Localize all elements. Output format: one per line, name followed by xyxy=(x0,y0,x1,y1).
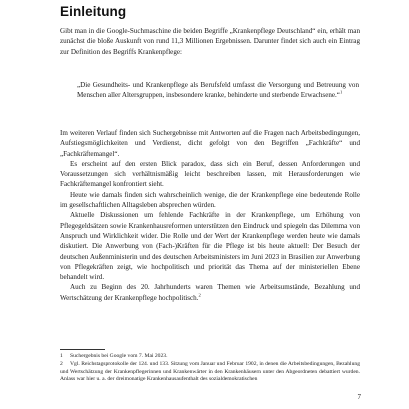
quote-text: „Die Gesundheits- und Krankenpflege als Berufsfeld umfasst die Versorgung und Betreuung von Menschen aller Altersgruppen, insbesondere kranke, behinderte und sterbende Erwachsene.“ xyxy=(77,81,359,100)
footnote-number: 1 xyxy=(60,353,63,359)
footnotes xyxy=(60,353,360,384)
footnote-divider xyxy=(60,349,105,350)
block-quote xyxy=(77,80,359,101)
footnote-text: Suchergebnis bei Google vom 7. Mai 2023. xyxy=(70,353,168,359)
body-section xyxy=(60,128,360,303)
footnote-ref-1: 1 xyxy=(339,89,343,95)
paragraph-current-discussion: Aktuelle Diskussionen um fehlende Fachkräfte in der Krankenpflege, um Erhöhung von Pflegegeldsätzen sowie Krankenhausreformen unterstützen den Eindruck und spiegeln das Dilemma von Anspruch und Wirklichkeit wider. Die Rolle und der Wert der Krankenpflege werden heute wie damals diskutiert. Die Anwerbung von (Fach-)Kräften für die Pflege ist bis heute aktuell: Der Besuch der deutschen Außenministerin und des deutschen Arbeitsministers im Juni 2023 in Brasilien zur Anwerbung von Pflegekräften zeigt, wie hochpolitisch und priorität das Thema auf der ministeriellen Ebene behandelt wird. xyxy=(60,211,360,282)
footnote-1 xyxy=(60,353,360,361)
paragraph-historical xyxy=(60,282,360,303)
footnote-2 xyxy=(60,361,360,384)
chapter-heading: Einleitung xyxy=(60,4,127,19)
paragraph-role: Heute wie damals finden sich wahrscheinlich wenige, die der Krankenpflege eine bedeutende Rolle im gesellschaftlichen Alltagsleben absprechen würden. xyxy=(60,190,360,210)
paragraph-paradox: Es erscheint auf den ersten Blick paradox, dass sich ein Beruf, dessen Anforderungen und Voraussetzungen sich verhältnismäßig leicht beschreiben lassen, mit Herausforderungen wie Fachkräftemangel konfrontiert sieht. xyxy=(60,159,360,189)
page-number: 7 xyxy=(357,393,361,401)
paragraph-intro: Gibt man in die Google-Suchmaschine die beiden Begriffe „Krankenpflege Deutschland“ ein, erhält man zunächst die bloße Auskunft von rund 11,3 Millionen Ergebnissen. Darunter findet sich auch ein Eintrag zur Definition des Begriffs Krankenpflege: xyxy=(60,27,360,56)
footnote-number: 2 xyxy=(60,360,63,367)
paragraph-historical-text: Auch zu Beginn des 20. Jahrhunderts waren Themen wie Arbeitsumstände, Bezahlung und Wertschätzung der Krankenpflege hochpolitisch. xyxy=(60,283,360,302)
footnote-text: Vgl. Reichstagsprotokolle der 124. und 133. Sitzung vom Januar und Februar 1902, in denen die Arbeitsbedingungen, Bezahlung und Wertschätzung der Krankenpflegerinnen und Krankenwärter in den Krankenhäusern unter den Abgeordneten debattiert wurden. Anlass war hier u. a. der dreimonatige Krankenhausaufenthalt des sozialdemokratischen xyxy=(60,360,360,383)
footnote-ref-2: 2 xyxy=(198,292,201,298)
paragraph-search-results: Im weiteren Verlauf finden sich Suchergebnisse mit Antworten auf die Fragen nach Arbeitsbedingungen, Aufstiegsmöglichkeiten und Verdienst, dicht gefolgt von den Begriffen „Fachkräfte“ und „Fachkräftemangel“. xyxy=(60,129,360,158)
